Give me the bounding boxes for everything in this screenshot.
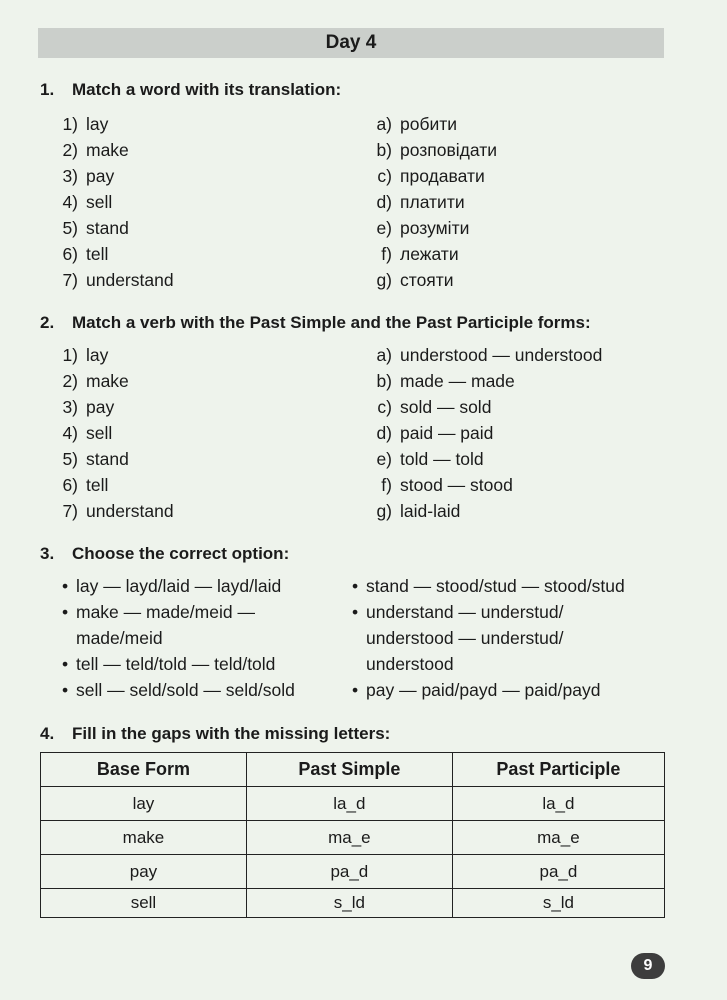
table-cell: lay [41,787,247,821]
list-item [40,189,174,215]
option-item [352,677,672,703]
option-item [62,573,352,599]
list-item [40,267,174,293]
item-text: lay [86,345,109,365]
item-key: g) [376,270,392,290]
item-text: made — made [400,371,515,391]
item-text: understand [86,501,174,521]
item-key: 4) [62,192,78,212]
bullet-icon: • [352,576,359,596]
item-key: d) [376,423,392,443]
item-text: pay [86,166,115,186]
list-item [40,241,174,267]
item-key: 1) [62,114,78,134]
item-text: paid — paid [400,423,494,443]
table-cell: la_d [452,787,664,821]
task1-number: 1. [40,80,55,99]
list-item [354,163,497,189]
list-item [354,498,602,524]
task2-title-text: Match a verb with the Past Simple and the Past Participle forms: [72,313,591,332]
page-number: 9 [643,957,653,974]
option-text: sell — seld/sold — seld/sold [76,680,295,700]
option-text: lay — layd/laid — layd/laid [76,576,282,596]
list-item [354,215,497,241]
bullet-icon: • [62,654,69,674]
item-key: 6) [62,475,78,495]
list-item [40,137,174,163]
task2-left-list [40,342,174,524]
item-key: 5) [62,449,78,469]
header-base-form: Base Form [41,753,247,787]
list-item [354,368,602,394]
item-key: e) [376,449,392,469]
item-key: d) [376,192,392,212]
list-item [354,137,497,163]
list-item [354,342,602,368]
option-text: made/meid [76,628,163,648]
list-item [40,163,174,189]
item-key: 5) [62,218,78,238]
task3-number: 3. [40,544,55,563]
list-item [354,267,497,293]
option-text: tell — teld/told — teld/told [76,654,276,674]
page-header [38,28,664,58]
task4-title-text: Fill in the gaps with the missing letters: [72,724,391,743]
item-text: sell [86,192,113,212]
item-text: sold — sold [400,397,492,417]
item-text: tell [86,475,109,495]
list-item [40,498,174,524]
bullet-icon: • [352,680,359,700]
table-cell: ma_e [452,821,664,855]
item-key: f) [381,475,392,495]
list-item [354,420,602,446]
table-row [41,855,665,889]
option-item [62,599,352,651]
table-cell: pa_d [452,855,664,889]
table-header-row [41,753,665,787]
option-text: pay — paid/payd — paid/payd [366,680,601,700]
table-cell: pay [41,855,247,889]
item-key: 2) [62,140,78,160]
item-text: розповідати [400,140,498,160]
task1-right-list [354,111,497,293]
table-cell: make [41,821,247,855]
option-text: stand — stood/stud — stood/stud [366,576,625,596]
list-item [40,446,174,472]
task2-title [40,313,591,333]
task1-title [40,80,341,100]
item-key: c) [377,397,392,417]
item-text: розуміти [400,218,470,238]
task2-right-list [354,342,602,524]
option-text: understood — understud/ [366,628,564,648]
option-item [352,573,672,599]
table-cell: ma_e [246,821,452,855]
item-text: tell [86,244,109,264]
bullet-icon: • [62,680,69,700]
item-key: e) [376,218,392,238]
item-key: g) [376,501,392,521]
item-text: стояти [400,270,454,290]
list-item [40,342,174,368]
option-text: make — made/meid — [76,602,255,622]
bullet-icon: • [62,576,69,596]
item-key: 1) [62,345,78,365]
task1-left-list [40,111,174,293]
bullet-icon: • [62,602,69,622]
item-key: b) [376,371,392,391]
task4-number: 4. [40,724,55,743]
list-item [40,472,174,498]
item-text: лежати [400,244,459,264]
list-item [354,446,602,472]
item-text: stood — stood [400,475,513,495]
header-past-simple: Past Simple [246,753,452,787]
table-cell: pa_d [246,855,452,889]
option-item [62,677,352,703]
table-cell: s_ld [246,889,452,918]
item-key: 4) [62,423,78,443]
list-item [354,472,602,498]
item-text: платити [400,192,465,212]
header-past-participle: Past Participle [452,753,664,787]
item-text: understand [86,270,174,290]
item-key: b) [376,140,392,160]
list-item [40,420,174,446]
item-text: stand [86,218,129,238]
item-key: f) [381,244,392,264]
list-item [40,215,174,241]
item-text: sell [86,423,113,443]
item-text: lay [86,114,109,134]
item-text: робити [400,114,458,134]
item-text: make [86,140,129,160]
option-text: understood [366,654,454,674]
task2-number: 2. [40,313,55,332]
task4-title [40,724,390,744]
table-cell: la_d [246,787,452,821]
option-item [352,599,672,677]
item-key: 7) [62,270,78,290]
item-text: make [86,371,129,391]
option-text: understand — understud/ [366,602,564,622]
bullet-icon: • [352,602,359,622]
table-cell: sell [41,889,247,918]
list-item [354,241,497,267]
item-key: a) [376,345,392,365]
item-text: pay [86,397,115,417]
item-text: understood — understood [400,345,603,365]
item-text: stand [86,449,129,469]
item-key: 6) [62,244,78,264]
task3-title-text: Choose the correct option: [72,544,290,563]
item-text: продавати [400,166,485,186]
list-item [40,394,174,420]
table-row [41,889,665,918]
page-number-badge [631,953,665,979]
list-item [40,111,174,137]
table-row [41,821,665,855]
list-item [354,394,602,420]
item-key: 2) [62,371,78,391]
list-item [354,189,497,215]
task3-right-options [352,573,672,703]
list-item [354,111,497,137]
table-cell: s_ld [452,889,664,918]
item-key: 7) [62,501,78,521]
task1-title-text: Match a word with its translation: [72,80,342,99]
item-key: a) [376,114,392,134]
day-title: Day 4 [325,32,377,53]
task3-title [40,544,289,564]
item-text: told — told [400,449,484,469]
list-item [40,368,174,394]
option-item [62,651,352,677]
table-row [41,787,665,821]
item-text: laid-laid [400,501,461,521]
item-key: c) [377,166,392,186]
forms-table [40,752,665,918]
item-key: 3) [62,397,78,417]
item-key: 3) [62,166,78,186]
task3-left-options [62,573,352,703]
